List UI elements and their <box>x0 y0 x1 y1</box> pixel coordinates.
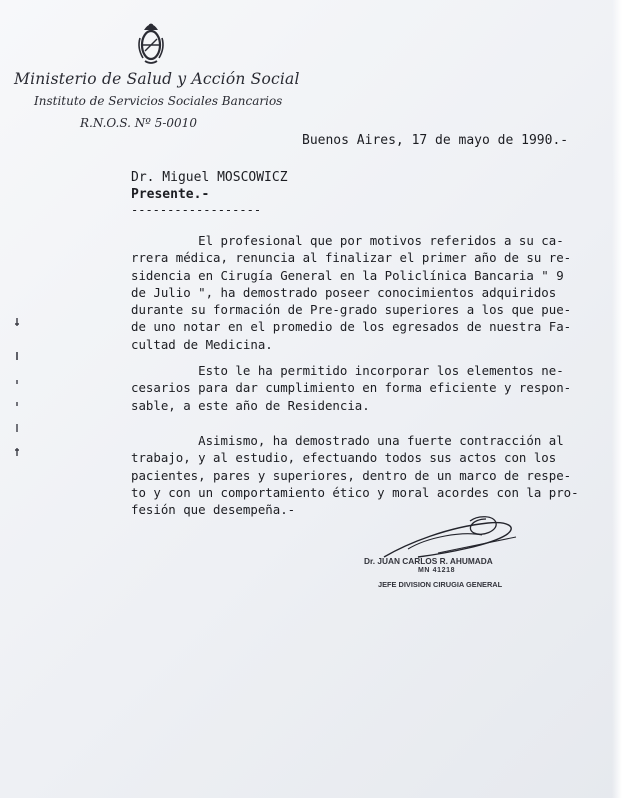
paragraph-line: to y con un comportamiento ético y moral acordes con la pro- <box>131 484 579 500</box>
paragraph-line: cesarios para dar cumplimiento en forma eficiente y respon- <box>131 380 572 396</box>
registration-number: R.N.O.S. Nº 5-0010 <box>80 116 197 130</box>
date-line: Buenos Aires, 17 de mayo de 1990.- <box>302 133 569 148</box>
paragraph-line: Asimismo, ha demostrado una fuerte contracción al <box>131 433 564 448</box>
recipient-name: Dr. Miguel MOSCOWICZ <box>131 170 288 185</box>
paragraph-line: durante su formación de Pre-grado superiores a los que pue- <box>131 302 572 318</box>
paragraph-line: de uno notar en el promedio de los egresados de nuestra Fa- <box>131 319 572 335</box>
recipient-greeting: Presente.- <box>131 187 210 202</box>
paragraph-line: sable, a este año de Residencia. <box>131 397 370 413</box>
margin-punch-marks <box>10 316 24 466</box>
paragraph-line: fesión que desempeña.- <box>131 502 296 518</box>
institute-name: Instituto de Servicios Sociales Bancarios <box>34 94 283 108</box>
paper-edge <box>612 0 626 798</box>
signatory-name: Dr. JUAN CARLOS R. AHUMADA <box>364 556 493 566</box>
ministry-name: Ministerio de Salud y Acción Social <box>14 70 300 88</box>
paragraph-line: rrera médica, renuncia al finalizar el primer año de su re- <box>131 250 572 266</box>
body-paragraph-2 <box>131 362 571 414</box>
paragraph-line: de Julio ", ha demostrado poseer conocimientos adquiridos <box>131 284 557 300</box>
signatory-title: JEFE DIVISION CIRUGIA GENERAL <box>378 580 503 589</box>
paragraph-line: cultad de Medicina. <box>131 336 273 352</box>
national-coat-of-arms-icon <box>136 20 166 66</box>
greeting-underline: ------------------ <box>131 203 262 217</box>
paragraph-line: trabajo, y al estudio, efectuando todos sus actos con los <box>131 450 557 466</box>
paragraph-line: Esto le ha permitido incorporar los elementos ne- <box>131 363 564 378</box>
signatory-license: MN 41218 <box>418 567 456 574</box>
paragraph-line: El profesional que por motivos referidos a su ca- <box>131 233 564 248</box>
body-paragraph-3 <box>131 432 579 518</box>
letterhead <box>14 70 304 130</box>
body-paragraph-1 <box>131 232 571 353</box>
paragraph-line: sidencia en Cirugía General en la Policlínica Bancaria " 9 <box>131 267 564 283</box>
paragraph-line: pacientes, pares y superiores, dentro de un marco de respe- <box>131 467 572 483</box>
